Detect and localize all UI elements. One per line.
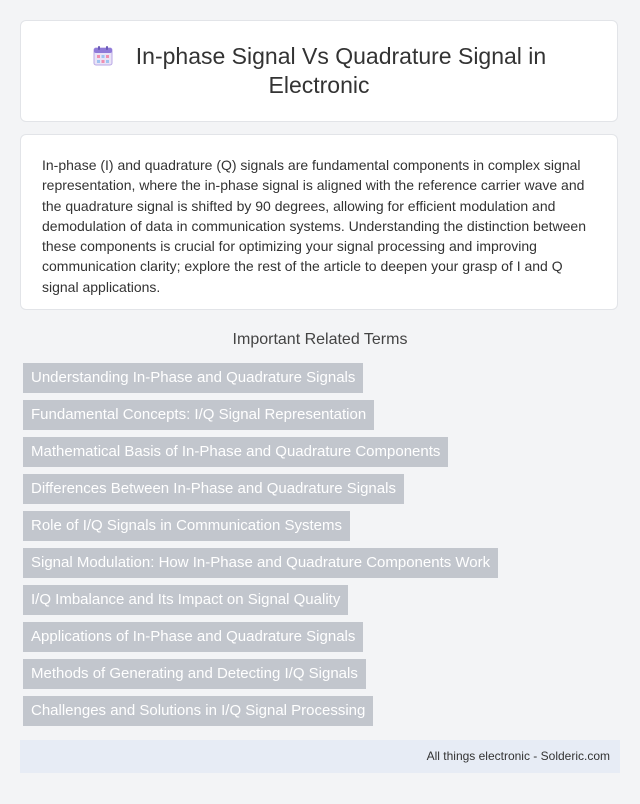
related-term-link[interactable]: Differences Between In-Phase and Quadrature Signals [23, 474, 404, 504]
related-term-link[interactable]: Fundamental Concepts: I/Q Signal Representation [23, 400, 374, 430]
related-term-link[interactable]: Applications of In-Phase and Quadrature Signals [23, 622, 363, 652]
related-term-link[interactable]: Role of I/Q Signals in Communication Systems [23, 511, 350, 541]
footer [20, 740, 620, 773]
related-terms-heading: Important Related Terms [232, 331, 408, 348]
footer-text: All things electronic - Solderic.com [426, 749, 610, 763]
related-term-link[interactable]: Mathematical Basis of In-Phase and Quadrature Components [23, 437, 448, 467]
related-terms-list [23, 363, 623, 733]
related-term-link[interactable]: I/Q Imbalance and Its Impact on Signal Quality [23, 585, 348, 615]
title-card [20, 20, 618, 122]
calendar-icon [92, 45, 114, 67]
summary-card [20, 134, 618, 310]
related-term-link[interactable]: Signal Modulation: How In-Phase and Quadrature Components Work [23, 548, 498, 578]
page-title-wrap [59, 42, 579, 100]
summary-text: In-phase (I) and quadrature (Q) signals are fundamental components in complex signal representation, where the in-phase signal is aligned with the reference carrier wave and the quadrature signal is shifted by 90 degrees, allowing for efficient modulation and demodulation of data in communication systems. Understanding the distinction between these components is crucial for optimizing your signal processing and improving communication clarity; explore the rest of the article to deepen your grasp of I and Q signal applications. [42, 157, 586, 295]
related-term-link[interactable]: Understanding In-Phase and Quadrature Signals [23, 363, 363, 393]
related-term-link[interactable]: Methods of Generating and Detecting I/Q Signals [23, 659, 366, 689]
page-title: In-phase Signal Vs Quadrature Signal in Electronic [135, 43, 547, 98]
related-term-link[interactable]: Challenges and Solutions in I/Q Signal Processing [23, 696, 373, 726]
